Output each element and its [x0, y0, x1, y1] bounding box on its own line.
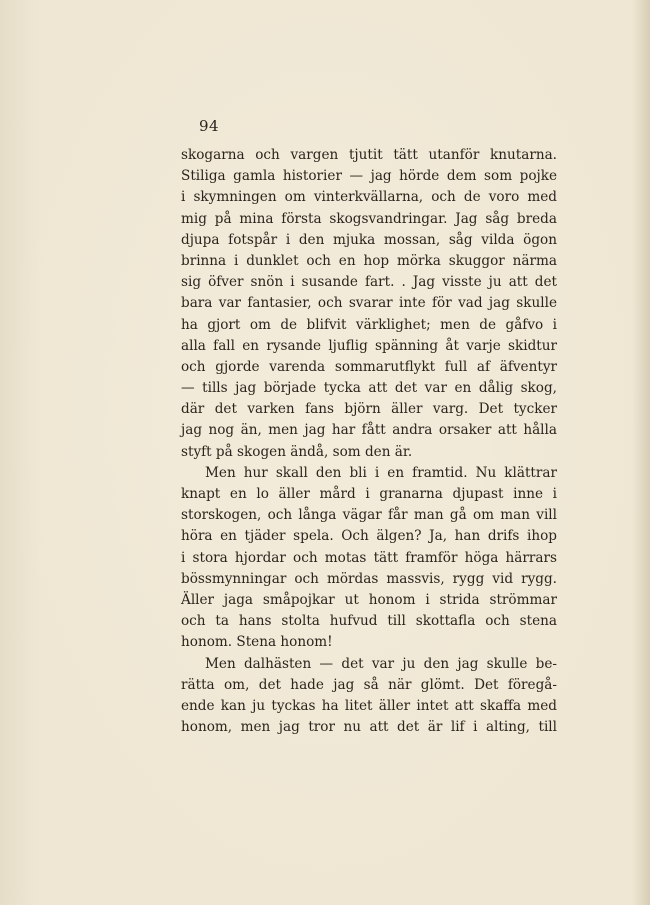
text-line: jag nog än, men jag har fått andra orsaker att hålla	[181, 422, 557, 439]
text-line: Stiliga gamla historier — jag hörde dem som pojke	[181, 168, 557, 185]
body-text	[181, 145, 557, 738]
text-line: och gjorde varenda sommarutflykt full af äfventyr	[181, 358, 557, 375]
text-line: bössmynningar och mördas massvis, rygg vid rygg.	[181, 570, 557, 587]
text-line: djupa fotspår i den mjuka mossan, såg vilda ögon	[181, 231, 557, 248]
text-line: ha gjort om de blifvit värklighet; men de gåfvo i	[181, 316, 557, 333]
text-line: styft på skogen ändå, som den är.	[181, 443, 413, 460]
text-line: bara var fantasier, och svarar inte för vad jag skulle	[181, 295, 557, 312]
text-line: Men hur skall den bli i en framtid. Nu klättrar	[205, 464, 557, 481]
text-line: honom. Stena honom!	[181, 634, 333, 651]
text-line: sig öfver snön i susande fart. . Jag visste ju att det	[181, 274, 557, 291]
text-line: storskogen, och långa vägar får man gå om man vill	[181, 507, 557, 524]
text-line: brinna i dunklet och en hop mörka skuggor närma	[181, 252, 557, 269]
text-line: alla fall en rysande ljuflig spänning åt varje skidtur	[181, 337, 557, 354]
text-line: honom, men jag tror nu att det är lif i alting, till	[181, 719, 557, 736]
text-line: mig på mina första skogsvandringar. Jag såg breda	[181, 210, 557, 227]
text-line: skogarna och vargen tjutit tätt utanför knutarna.	[181, 147, 557, 163]
text-line: höra en tjäder spela. Och älgen? Ja, han drifs ihop	[181, 528, 557, 545]
text-line: — tills jag började tycka att det var en dålig skog,	[181, 380, 557, 397]
text-line: knapt en lo äller mård i granarna djupast inne i	[181, 486, 557, 502]
text-line: i stora hjordar och motas tätt framför höga härrars	[181, 549, 557, 566]
text-line: där det varken fans björn äller varg. Det tycker	[181, 401, 557, 418]
page-number: 94	[199, 117, 220, 135]
text-line: i skymningen om vinterkvällarna, och de voro med	[181, 189, 557, 206]
text-line: Men dalhästen — det var ju den jag skulle be-	[205, 655, 557, 672]
text-line: rätta om, det hade jag så när glömt. Det föregå-	[181, 676, 557, 693]
text-line: och ta hans stolta hufvud till skottafla och stena	[181, 613, 557, 630]
text-line: ende kan ju tyckas ha litet äller intet att skaffa med	[181, 697, 557, 714]
text-line: Äller jaga småpojkar ut honom i strida strömmar	[181, 591, 557, 608]
